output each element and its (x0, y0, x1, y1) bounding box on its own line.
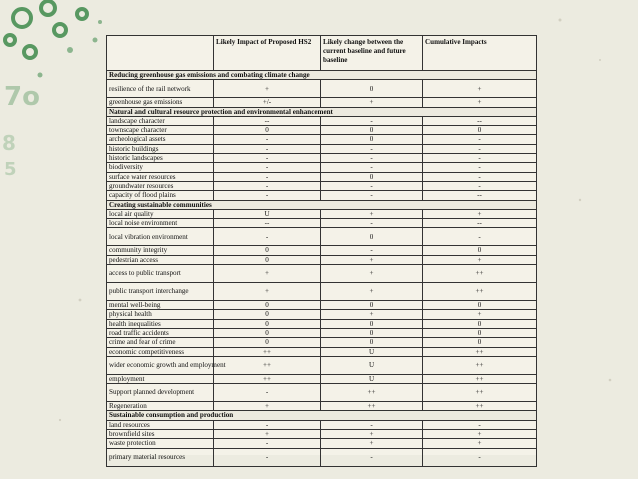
section-header-row (107, 71, 537, 80)
table-row (107, 328, 537, 337)
baseline-change-value: 0 (321, 319, 423, 328)
baseline-change-value: 0 (321, 172, 423, 181)
hs2-impact-value: 0 (214, 319, 321, 328)
row-label: wider economic growth and employment (107, 356, 214, 374)
header-baseline-change: Likely change between the current baseline and future baseline (321, 36, 423, 71)
section-title: Natural and cultural resource protection and environmental enhancement (107, 107, 537, 116)
hs2-impact-value: + (214, 430, 321, 439)
baseline-change-value: - (321, 191, 423, 200)
hs2-impact-value: 0 (214, 310, 321, 319)
cumulative-impact-value: -- (423, 191, 537, 200)
cumulative-impact-value: + (423, 255, 537, 264)
baseline-change-value: + (321, 209, 423, 218)
row-label: crime and fear of crime (107, 338, 214, 347)
cumulative-impact-value: - (423, 144, 537, 153)
row-label: historic buildings (107, 144, 214, 153)
baseline-change-value: 0 (321, 228, 423, 246)
baseline-change-value: + (321, 265, 423, 283)
baseline-change-value: - (321, 420, 423, 429)
table-body (107, 71, 537, 467)
baseline-change-value: + (321, 98, 423, 107)
baseline-change-value: 0 (321, 126, 423, 135)
table-row (107, 228, 537, 246)
table-row (107, 163, 537, 172)
section-title: Reducing greenhouse gas emissions and combating climate change (107, 71, 537, 80)
table-row (107, 430, 537, 439)
hs2-impact-value: 0 (214, 328, 321, 337)
cumulative-impact-value: 0 (423, 319, 537, 328)
hs2-impact-value: ++ (214, 347, 321, 356)
hs2-impact-value: - (214, 228, 321, 246)
section-header-row (107, 200, 537, 209)
cumulative-impact-value: ++ (423, 265, 537, 283)
header-hs2-impact: Likely Impact of Proposed HS2 (214, 36, 321, 71)
header-cumulative-impacts: Cumulative Impacts (423, 36, 537, 71)
row-label: surface water resources (107, 172, 214, 181)
hs2-impact-value: - (214, 144, 321, 153)
hs2-impact-value: - (214, 172, 321, 181)
cumulative-impact-value: - (423, 181, 537, 190)
baseline-change-value: - (321, 154, 423, 163)
hs2-impact-value: - (214, 384, 321, 402)
table-row (107, 172, 537, 181)
row-label: primary material resources (107, 448, 214, 466)
cumulative-impact-value: - (423, 154, 537, 163)
row-label: groundwater resources (107, 181, 214, 190)
row-label: Support planned development (107, 384, 214, 402)
baseline-change-value: + (321, 283, 423, 301)
row-label: health inequalities (107, 319, 214, 328)
hs2-impact-value: 0 (214, 246, 321, 255)
table-row (107, 402, 537, 411)
baseline-change-value: U (321, 347, 423, 356)
hs2-impact-value: - (214, 439, 321, 448)
baseline-change-value: U (321, 356, 423, 374)
row-label: local noise environment (107, 219, 214, 228)
table-row (107, 219, 537, 228)
row-label: resilience of the rail network (107, 80, 214, 98)
row-label: land resources (107, 420, 214, 429)
cumulative-impact-value: + (423, 98, 537, 107)
baseline-change-value: - (321, 246, 423, 255)
cumulative-impact-value: + (423, 209, 537, 218)
cumulative-impact-value: - (423, 448, 537, 466)
row-label: brownfield sites (107, 430, 214, 439)
row-label: historic landscapes (107, 154, 214, 163)
row-label: road traffic accidents (107, 328, 214, 337)
table-row (107, 116, 537, 125)
table-row (107, 135, 537, 144)
hs2-impact-value: -- (214, 219, 321, 228)
baseline-change-value: ++ (321, 384, 423, 402)
section-header-row (107, 107, 537, 116)
baseline-change-value: - (321, 448, 423, 466)
svg-text:7o: 7o (4, 82, 40, 112)
table-row (107, 374, 537, 383)
baseline-change-value: + (321, 310, 423, 319)
row-label: local air quality (107, 209, 214, 218)
baseline-change-value: 0 (321, 328, 423, 337)
hs2-impact-value: U (214, 209, 321, 218)
table-row (107, 347, 537, 356)
cumulative-impact-value: ++ (423, 384, 537, 402)
row-label: greenhouse gas emissions (107, 98, 214, 107)
impact-assessment-table (106, 35, 537, 467)
row-label: employment (107, 374, 214, 383)
cumulative-impact-value: 0 (423, 338, 537, 347)
table-row (107, 191, 537, 200)
cumulative-impact-value: -- (423, 116, 537, 125)
table-row (107, 126, 537, 135)
row-label: mental well-being (107, 301, 214, 310)
table-row (107, 265, 537, 283)
cumulative-impact-value: + (423, 439, 537, 448)
cumulative-impact-value: 0 (423, 126, 537, 135)
table-row (107, 181, 537, 190)
cumulative-impact-value: ++ (423, 356, 537, 374)
hs2-impact-value: ++ (214, 356, 321, 374)
hs2-impact-value: 0 (214, 301, 321, 310)
svg-text:5: 5 (4, 159, 17, 180)
row-label: physical health (107, 310, 214, 319)
hs2-impact-value: 0 (214, 126, 321, 135)
row-label: waste protection (107, 439, 214, 448)
table-row (107, 283, 537, 301)
baseline-change-value: - (321, 181, 423, 190)
row-label: economic competitiveness (107, 347, 214, 356)
cumulative-impact-value: 0 (423, 328, 537, 337)
cumulative-impact-value: -- (423, 219, 537, 228)
row-label: public transport interchange (107, 283, 214, 301)
cumulative-impact-value: - (423, 135, 537, 144)
hs2-impact-value: ++ (214, 374, 321, 383)
baseline-change-value: - (321, 219, 423, 228)
section-title: Sustainable consumption and production (107, 411, 537, 420)
hs2-impact-value: + (214, 283, 321, 301)
row-label: archeological assets (107, 135, 214, 144)
baseline-change-value: + (321, 255, 423, 264)
table-row (107, 246, 537, 255)
row-label: biodiversity (107, 163, 214, 172)
cumulative-impact-value: + (423, 430, 537, 439)
cumulative-impact-value: ++ (423, 347, 537, 356)
table-row (107, 448, 537, 466)
baseline-change-value: + (321, 439, 423, 448)
cumulative-impact-value: 0 (423, 301, 537, 310)
table-header-row (107, 36, 537, 71)
cumulative-impact-value: - (423, 163, 537, 172)
table-row (107, 209, 537, 218)
table-row (107, 98, 537, 107)
table-row (107, 439, 537, 448)
baseline-change-value: - (321, 116, 423, 125)
hs2-impact-value: + (214, 265, 321, 283)
table-row (107, 301, 537, 310)
baseline-change-value: 0 (321, 301, 423, 310)
cumulative-impact-value: + (423, 80, 537, 98)
row-label: community integrity (107, 246, 214, 255)
row-label: landscape character (107, 116, 214, 125)
hs2-impact-value: -- (214, 116, 321, 125)
cumulative-impact-value: 0 (423, 246, 537, 255)
cumulative-impact-value: - (423, 228, 537, 246)
baseline-change-value: + (321, 430, 423, 439)
hs2-impact-value: - (214, 420, 321, 429)
hs2-impact-value: - (214, 163, 321, 172)
cumulative-impact-value: ++ (423, 402, 537, 411)
hs2-impact-value: - (214, 448, 321, 466)
baseline-change-value: - (321, 163, 423, 172)
table-row (107, 310, 537, 319)
baseline-change-value: - (321, 144, 423, 153)
hs2-impact-value: + (214, 402, 321, 411)
row-label: Regeneration (107, 402, 214, 411)
section-title: Creating sustainable communities (107, 200, 537, 209)
hs2-impact-value: 0 (214, 255, 321, 264)
baseline-change-value: U (321, 374, 423, 383)
baseline-change-value: 0 (321, 80, 423, 98)
table-row (107, 420, 537, 429)
hs2-impact-value: +/- (214, 98, 321, 107)
baseline-change-value: ++ (321, 402, 423, 411)
cumulative-impact-value: ++ (423, 374, 537, 383)
table-row (107, 255, 537, 264)
hs2-impact-value: - (214, 135, 321, 144)
table-row (107, 144, 537, 153)
row-label: capacity of flood plains (107, 191, 214, 200)
hs2-impact-value: + (214, 80, 321, 98)
baseline-change-value: 0 (321, 135, 423, 144)
row-label: townscape character (107, 126, 214, 135)
row-label: access to public transport (107, 265, 214, 283)
hs2-impact-value: 0 (214, 338, 321, 347)
section-header-row (107, 411, 537, 420)
hs2-impact-value: - (214, 191, 321, 200)
svg-text:8: 8 (2, 131, 16, 155)
table-row (107, 338, 537, 347)
hs2-impact-value: - (214, 154, 321, 163)
baseline-change-value: 0 (321, 338, 423, 347)
table-row (107, 384, 537, 402)
cumulative-impact-value: + (423, 310, 537, 319)
hs2-impact-value: - (214, 181, 321, 190)
row-label: local vibration environment (107, 228, 214, 246)
cumulative-impact-value: - (423, 420, 537, 429)
table-row (107, 356, 537, 374)
table-row (107, 319, 537, 328)
cumulative-impact-value: ++ (423, 283, 537, 301)
cumulative-impact-value: - (423, 172, 537, 181)
header-blank (107, 36, 214, 71)
table-row (107, 80, 537, 98)
row-label: pedestrian access (107, 255, 214, 264)
table-row (107, 154, 537, 163)
